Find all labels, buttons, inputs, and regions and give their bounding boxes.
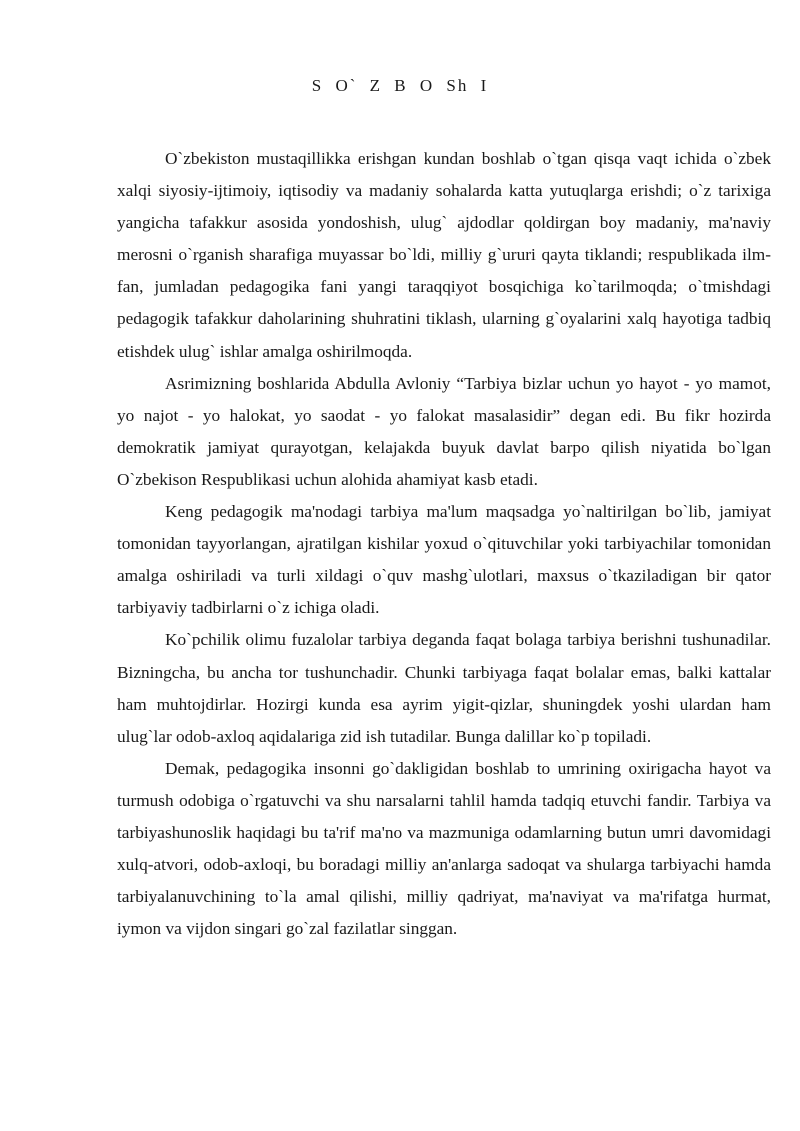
paragraph-3: Keng pedagogik ma'nodagi tarbiya ma'lum maqsadga yo`naltirilgan bo`lib, jamiyat tomonidan tayyorlangan, ajratilgan kishilar yoxud o`qituvchilar yoki tarbiyachilar tomonidan amalga oshiriladi va turli xildagi o`quv mashg`ulotlari, maxsus o`tkaziladigan bir qator tarbiyaviy tadbirlarni o`z ichiga oladi. [117,502,771,618]
page-title: S O` Z B O Sh I [311,76,489,95]
paragraph-1: O`zbekiston mustaqillikka erishgan kundan boshlab o`tgan qisqa vaqt ichida o`zbek xalqi siyosiy-ijtimoiy, iqtisodiy va madaniy sohalarda katta yutuqlarga erishdi; o`z tarixiga yangicha tafakkur asosida yondoshish, ulug` ajdodlar qoldirgan boy madaniy, ma'naviy merosni o`rganish sharafiga muyassar bo`ldi, milliy g`ururi qayta tiklandi; respublikada ilm-fan, jumladan pedagogika fani yangi taraqqiyot bosqichiga ko`tarilmoqda; o`tmishdagi pedagogik tafakkur daholarining shuhratini tiklash, ularning g`oyalarini xalq hayotiga tadbiq etishdek ulug` ishlar amalga oshirilmoqda. [117,149,771,361]
paragraph-5: Demak, pedagogika insonni go`dakligidan boshlab to umrining oxirigacha hayot va turmush odobiga o`rgatuvchi va shu narsalarni tahlil hamda tadqiq etuvchi fandir. Tarbiya va tarbiyashunoslik haqidagi bu ta'rif ma'no va mazmuniga odamlarning butun umri davomidagi xulq-atvori, odob-axloqi, bu boradagi milliy an'anlarga sadoqat va shularga tarbiyachi hamda tarbiyalanuvchining to`la amal qilishi, milliy qadriyat, ma'naviyat va ma'rifatga hurmat, iymon va vijdon singari go`zal fazilatlar singgan. [117,758,771,939]
body-text [117,143,771,945]
paragraph-4: Ko`pchilik olimu fuzalolar tarbiya deganda faqat bolaga tarbiya berishni tushunadilar. Bizningcha, bu ancha tor tushunchadir. Chunki tarbiyaga faqat bolalar emas, balki kattalar ham muhtojdirlar. Hozirgi kunda esa ayrim yigit-qizlar, shuningdek yoshi ulardan ham ulug`lar odob-axloq aqidalariga zid ish tutadilar. Bunga dalillar ko`p topiladi. [117,630,771,746]
paragraph-2: Asrimizning boshlarida Abdulla Avloniy “Tarbiya bizlar uchun yo hayot - yo mamot, yo najot - yo halokat, yo saodat - yo falokat masalasidir” degan edi. Bu fikr hozirda demokratik jamiyat qurayotgan, kelajakda buyuk davlat barpo qilish niyatida bo`lgan O`zbekison Respublikasi uchun alohida ahamiyat kasb etadi. [117,373,771,489]
